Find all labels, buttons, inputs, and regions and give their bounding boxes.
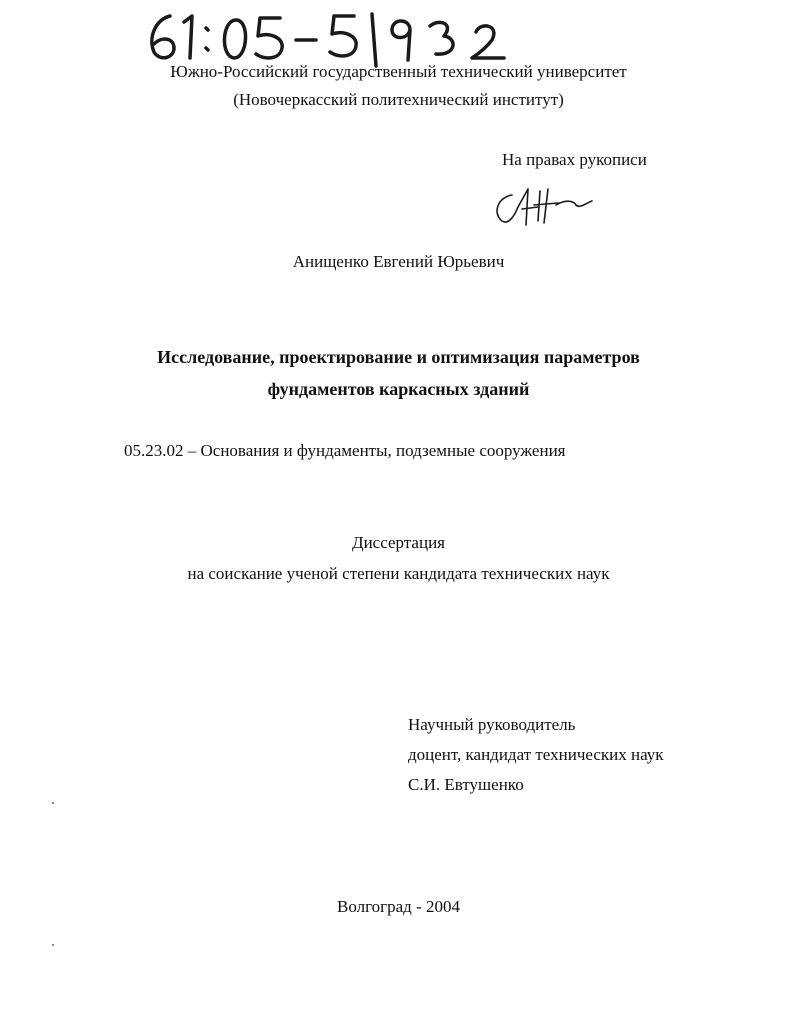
degree-statement: на соискание ученой степени кандидата технических наук <box>187 564 610 583</box>
university-name: Южно-Российский государственный технический университет <box>170 62 627 81</box>
scan-speck <box>52 944 54 946</box>
supervisor-heading: Научный руководитель <box>408 715 576 734</box>
scan-speck <box>52 802 54 804</box>
author-name: Анищенко Евгений Юрьевич <box>292 252 505 271</box>
document-type: Диссертация <box>351 533 445 552</box>
place-and-year: Волгоград - 2004 <box>337 897 460 916</box>
author-signature <box>488 183 598 233</box>
specialty-code: 05.23.02 – Основания и фундаменты, подземные сооружения <box>124 441 566 460</box>
dissertation-title-line2: фундаментов каркасных зданий <box>267 379 530 399</box>
dissertation-title-line1: Исследование, проектирование и оптимизация параметров <box>157 347 640 367</box>
manuscript-rights: На правах рукописи <box>502 150 647 169</box>
handwritten-archive-code <box>140 8 540 68</box>
supervisor-position: доцент, кандидат технических наук <box>408 745 664 764</box>
supervisor-name: С.И. Евтушенко <box>408 775 524 794</box>
institute-name: (Новочеркасский политехнический институт) <box>233 90 564 109</box>
